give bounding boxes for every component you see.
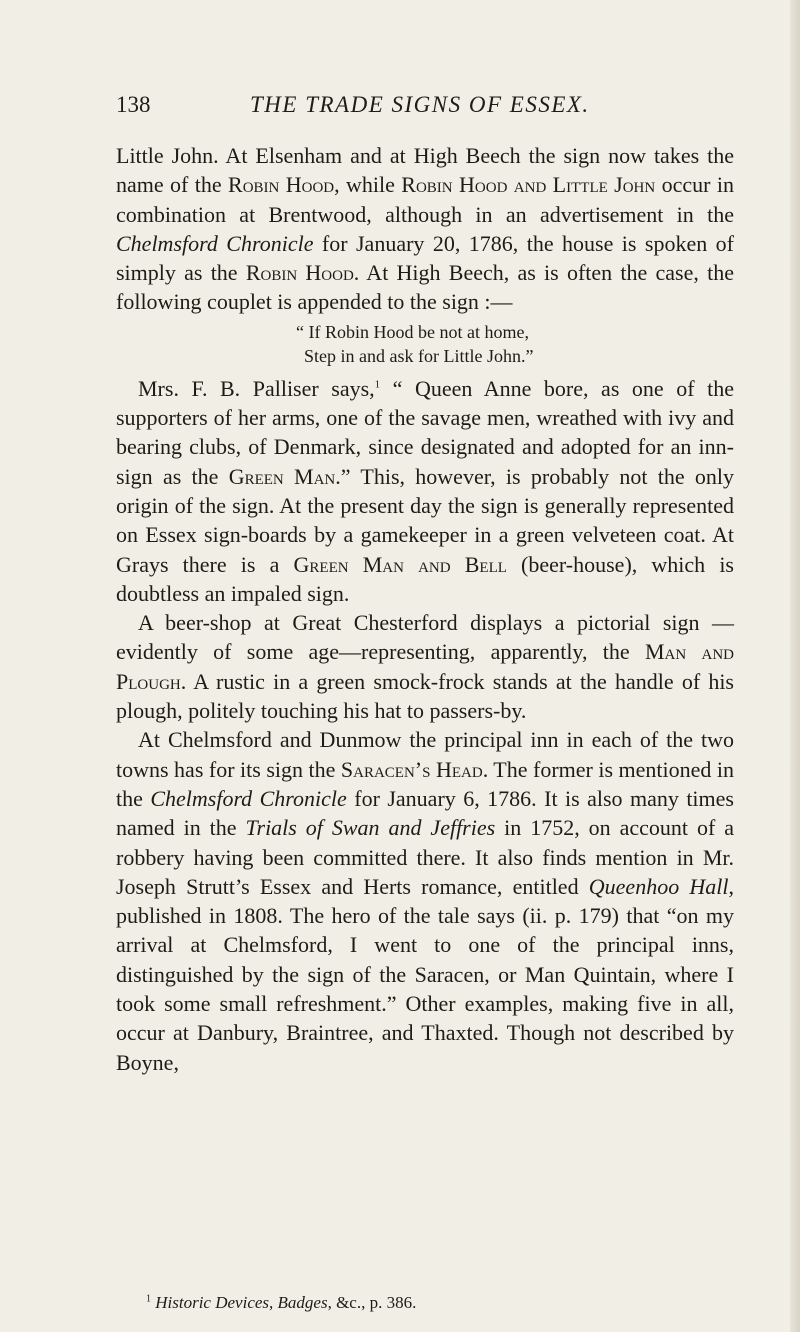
text-run: Mrs. F. B. Palliser says, [138, 375, 375, 401]
text-run: for January 20, 1786, the house is spoken of simply as the [116, 230, 734, 286]
text-run: occur in combination at Brentwood, although in an advertisement in the [116, 172, 734, 227]
page-edge [790, 0, 800, 1332]
text-run: Little John. At Elsenham and at High Beech the sign now takes the name of the [116, 143, 734, 198]
text-run: . At High Beech, as is often the case, the following couplet is appended to the sign :— [116, 260, 734, 315]
sign-name: Robin Hood and Little John [401, 172, 656, 198]
page-header [0, 92, 800, 132]
running-title: THE TRADE SIGNS OF ESSEX. [250, 92, 590, 117]
text-run: “ Queen Anne bore, as one of the supporters of her arms, one of the savage men, wreathed with ivy and bearing clubs, of Denmark, since designated and adopted for an inn-sign as the [116, 375, 734, 489]
footnote [146, 1292, 746, 1314]
footnote-marker: 1 [146, 1293, 151, 1305]
couplet-line-1: “ If Robin Hood be not at home, [296, 321, 529, 342]
publication-title: Chelmsford Chronicle [116, 230, 314, 256]
paragraph-man-and-plough [116, 608, 734, 725]
publication-title: Trials of Swan and Jeffries [245, 815, 496, 841]
sign-name: Robin Hood [228, 172, 335, 198]
page-number: 138 [116, 92, 151, 117]
text-run: . A rustic in a green smock-frock stands at the handle of his plough, politely touching his hat to passers-by. [116, 668, 734, 724]
text-run: for January 6, 1786. It is also many times named in the [116, 785, 734, 841]
footnote-reference: 1 [374, 378, 381, 391]
text-run: , published in 1808. The hero of the tale says (ii. p. 179) that “on my arrival at Chelmsford, I went to one of the principal inns, distinguished by the sign of the Saracen, or Man Quintain, where I took some small refreshment.” Other examples, making five in all, occur at Danbury, Braintree, and Thaxted. Though not described by Boyne, [116, 873, 735, 1075]
couplet [116, 320, 734, 368]
paragraph-robin-hood [116, 141, 734, 317]
text-run: in 1752, on account of a robbery having been committed there. It also finds mention in Mr. Joseph Strutt’s Essex and Herts romance, entitled [116, 815, 734, 899]
sign-name: Green Man [228, 463, 336, 489]
paragraph-green-man [116, 374, 734, 608]
footnote-text: , &c., p. 386. [327, 1293, 417, 1312]
couplet-line-2: Step in and ask for Little John.” [304, 345, 534, 366]
sign-name: Robin Hood [245, 260, 354, 286]
text-run: At Chelmsford and Dunmow the principal inn in each of the two towns has for its sign the [116, 727, 734, 782]
sign-name: Man and Plough [116, 639, 734, 694]
publication-title: Chelmsford Chronicle [150, 785, 347, 811]
text-run: , while [334, 172, 402, 198]
publication-title: Queenhoo Hall [588, 873, 729, 899]
text-run: (beer-house), which is doubtless an impaled sign. [116, 551, 734, 606]
footnote-title: Historic Devices, Badges [155, 1293, 328, 1312]
text-run: .” This, however, is probably not the only origin of the sign. At the present day the sign is generally represented on Essex sign-boards by a gamekeeper in a green velveteen coat. At Grays there is a [116, 463, 734, 577]
paragraph-saracens-head [116, 725, 734, 1077]
body-text [116, 141, 734, 1077]
sign-name: Saracen’s Head [340, 756, 483, 782]
sign-name: Green Man and Bell [293, 551, 507, 577]
text-run: . The former is mentioned in the [116, 756, 735, 811]
text-run: A beer-shop at Great Chesterford displays a pictorial sign —evidently of some age—representing, apparently, the [116, 610, 734, 665]
